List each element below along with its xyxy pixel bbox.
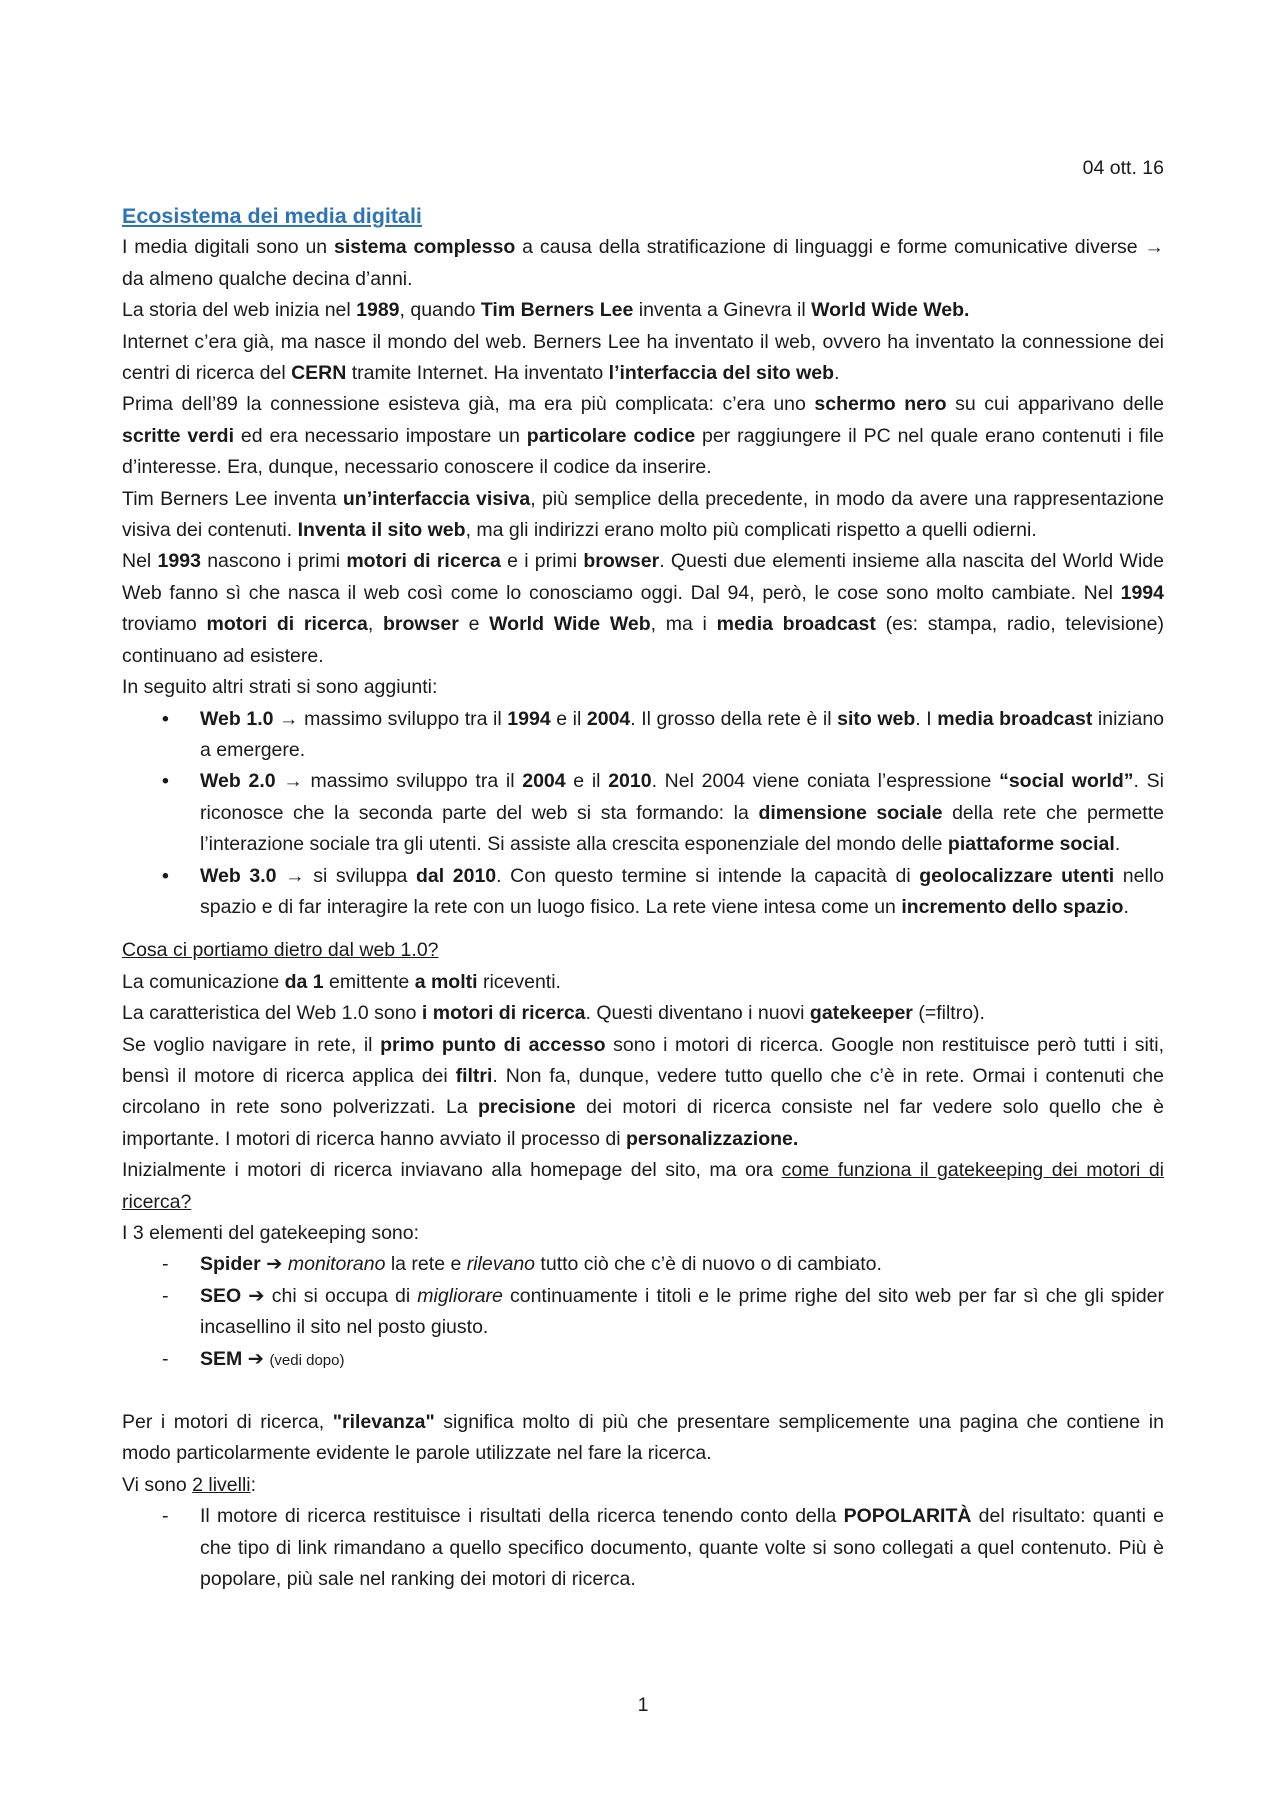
bullet-icon: • (162, 864, 169, 887)
document-title: Ecosistema dei media digitali (122, 204, 422, 228)
paragraph: Se voglio navigare in rete, il primo punto di accesso sono i motori di ricerca. Google non restituisce però tutti i siti, bensì il motore di ricerca applica dei filtri. Non fa, dunque, vedere tutto quello che c’è in rete. Ormai i contenuti che circolano in rete sono polverizzati. La precisione dei motori di ricerca consiste nel far vedere solo quello che è importante. I motori di ricerca hanno avviato il processo di personalizzazione. (122, 1033, 1165, 1150)
paragraph: I media digitali sono un sistema complesso a causa della stratificazione di linguaggi e forme comunicative diverse → da almeno qualche decina d’anni. (122, 236, 1164, 290)
paragraph: La caratteristica del Web 1.0 sono i motori di ricerca. Questi diventano i nuovi gatekeeper (=filtro). (122, 1002, 985, 1025)
page-number: 1 (637, 1694, 649, 1716)
list-item: - Il motore di ricerca restituisce i risultati della ricerca tenendo conto della POPOLARITÀ del risultato: quanti e che tipo di link rimandano a quello specifico documento, quante volte si sono collegati a quel contenuto. Più è popolare, più sale nel ranking dei motori di ricerca. (122, 1501, 1164, 1595)
list-item: - Spider ➔ monitorano la rete e rilevano tutto ciò che c’è di nuovo o di cambiato. (122, 1249, 1164, 1280)
paragraph: Internet c’era già, ma nasce il mondo del web. Berners Lee ha inventato il web, ovvero ha inventato la connessione dei centri di ricerca del CERN tramite Internet. Ha inventato l’interfaccia del sito web. (122, 330, 1164, 385)
levels-list (122, 1501, 1164, 1595)
paragraph: Vi sono 2 livelli: (122, 1473, 257, 1496)
document-body (122, 201, 1164, 1595)
dash-icon: - (162, 1505, 169, 1528)
list-item: • Web 1.0 → massimo sviluppo tra il 1994 e il 2004. Il grosso della rete è il sito web. I media broadcast iniziano a emergere. (122, 704, 1164, 767)
paragraph: La storia del web inizia nel 1989, quando Tim Berners Lee inventa a Ginevra il World Wide Web. (122, 299, 970, 322)
list-item: • Web 3.0 → si sviluppa dal 2010. Con questo termine si intende la capacità di geolocalizzare utenti nello spazio e di far interagire la rete con un luogo fisico. La rete viene intesa come un incremento dello spazio. (122, 861, 1164, 924)
section-heading: Cosa ci portiamo dietro dal web 1.0? (122, 939, 439, 962)
paragraph: Prima dell’89 la connessione esisteva già, ma era più complicata: c’era uno schermo nero su cui apparivano delle scritte verdi ed era necessario impostare un particolare codice per raggiungere il PC nel quale erano contenuti i file d’interesse. Era, dunque, necessario conoscere il codice da inserire. (122, 393, 1164, 479)
list-item: • Web 2.0 → massimo sviluppo tra il 2004 e il 2010. Nel 2004 viene coniata l’espressione “social world”. Si riconosce che la seconda parte del web si sta formando: la dimensione sociale della rete che permette l’interazione sociale tra gli utenti. Si assiste alla crescita esponenziale del mondo delle piattaforme social. (122, 766, 1164, 860)
paragraph: I 3 elementi del gatekeeping sono: (122, 1222, 420, 1244)
list-item: - SEM ➔ (vedi dopo) (122, 1344, 1164, 1376)
paragraph: Nel 1993 nascono i primi motori di ricerca e i primi browser. Questi due elementi insieme alla nascita del World Wide Web fanno sì che nasca il web così come lo conosciamo oggi. Dal 94, però, le cose sono molto cambiate. Nel 1994 troviamo motori di ricerca, browser e World Wide Web, ma i media broadcast (es: stampa, radio, televisione) continuano ad esistere. (122, 550, 1164, 667)
dash-icon: - (162, 1347, 169, 1370)
paragraph: La comunicazione da 1 emittente a molti riceventi. (122, 970, 561, 993)
document-date: 04 ott. 16 (1082, 157, 1164, 179)
paragraph: Per i motori di ricerca, "rilevanza" significa molto di più che presentare semplicemente una pagina che contiene in modo particolarmente evidente le parole utilizzate nel fare la ricerca. (122, 1411, 1164, 1465)
bullet-icon: • (162, 770, 169, 793)
list-item: - SEO ➔ chi si occupa di migliorare continuamente i titoli e le prime righe del sito web per far sì che gli spider incasellino il sito nel posto giusto. (122, 1281, 1164, 1344)
dash-icon: - (162, 1284, 169, 1307)
web-versions-list (122, 704, 1164, 924)
document-page (122, 0, 1164, 1811)
paragraph: In seguito altri strati si sono aggiunti: (122, 676, 438, 699)
arrow-icon: → (1144, 236, 1164, 259)
paragraph: Tim Berners Lee inventa un’interfaccia visiva, più semplice della precedente, in modo da avere una rappresentazione visiva dei contenuti. Inventa il sito web, ma gli indirizzi erano molto più complicati rispetto a quelli odierni. (122, 487, 1164, 542)
bullet-icon: • (162, 707, 169, 730)
dash-icon: - (162, 1253, 169, 1276)
paragraph: Inizialmente i motori di ricerca inviavano alla homepage del sito, ma ora come funziona il gatekeeping dei motori di ricerca? (122, 1159, 1164, 1213)
gatekeeping-list (122, 1249, 1164, 1376)
